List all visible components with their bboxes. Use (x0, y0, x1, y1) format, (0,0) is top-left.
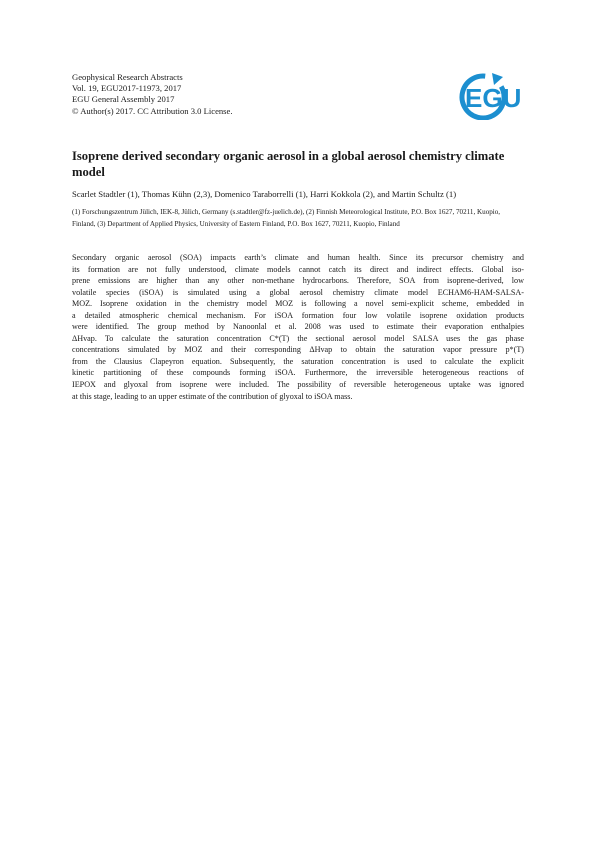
affiliations: (1) Forschungszentrum Jülich, IEK-8, Jülich, Germany (s.stadtler@fz-juelich.de), (2) Finnish Meteorological Institute, P.O. Box 1627, 70211, Kuopio, Finland, (3) Department of Applied Physics, University of Eastern Finland, P.O. Box 1627, 70211, Kuopio, Finland (72, 208, 501, 228)
abstract-line: MOZ. Isoprene oxidation in the chemistry model MOZ is following a novel semi-explicit scheme, embedded in (72, 299, 524, 309)
abstract-line: a detailed atmospheric chemical mechanism. For iSOA formation four low volatile isoprene oxidation products (72, 310, 524, 320)
assembly-name: EGU General Assembly 2017 (72, 94, 175, 105)
abstract-line: volatile species (iSOA) is simulated using a global aerosol chemistry climate model ECHAM6-HAM-SALSA- (72, 287, 524, 297)
abstract-line: ΔHvap. To calculate the saturation concentration C*(T) the sectional aerosol model SALSA uses the gas phase (72, 333, 524, 343)
journal-name: Geophysical Research Abstracts (72, 72, 183, 82)
logo-text: EGU (465, 83, 520, 113)
abstract-line: from the Clausius Clapeyron equation. Subsequently, the saturation concentration is used to calculate the explicit (72, 356, 524, 366)
volume-info: Vol. 19, EGU2017-11973, 2017 (72, 83, 182, 94)
publication-header (72, 72, 233, 117)
abstract-line: at this stage, leading to an upper estimate of the contribution of glyoxal to iSOA mass. (72, 391, 353, 401)
abstract-line: Secondary organic aerosol (SOA) impacts earth’s climate and human health. Since its precursor chemistry and (72, 253, 524, 262)
abstract-line: its formation are not fully understood, climate models cannot catch its direct and indirect effects. Global iso- (72, 264, 524, 274)
abstract-line: concentrations simulated by MOZ and their corresponding ΔHvap to obtain the saturation vapor pressure p*(T) (72, 345, 524, 355)
abstract-line: prene emissions are higher than any other non-methane hydrocarbons. Therefore, SOA from isoprene-derived, low (72, 276, 524, 286)
license-line: © Author(s) 2017. CC Attribution 3.0 License. (72, 105, 233, 116)
abstract-body (72, 252, 524, 402)
author-list: Scarlet Stadtler (1), Thomas Kühn (2,3), Domenico Taraborrelli (1), Harri Kokkola (2), and Martin Schultz (1) (72, 189, 457, 199)
abstract-line: were identified. The group method by Nanoonlal et al. 2008 was used to estimate their evaporation enthalpies (72, 322, 524, 332)
paper-title: Isoprene derived secondary organic aerosol in a global aerosol chemistry climate model (72, 149, 505, 179)
abstract-line: IEPOX and glyoxal from isoprene were included. The possibility of reversible heterogeneous uptake was ignored (72, 380, 524, 390)
egu-logo (456, 70, 520, 120)
abstract-line: kinetic partitioning of these compounds forming iSOA. Furthermore, the irreversible heterogeneous reactions of (72, 368, 524, 378)
